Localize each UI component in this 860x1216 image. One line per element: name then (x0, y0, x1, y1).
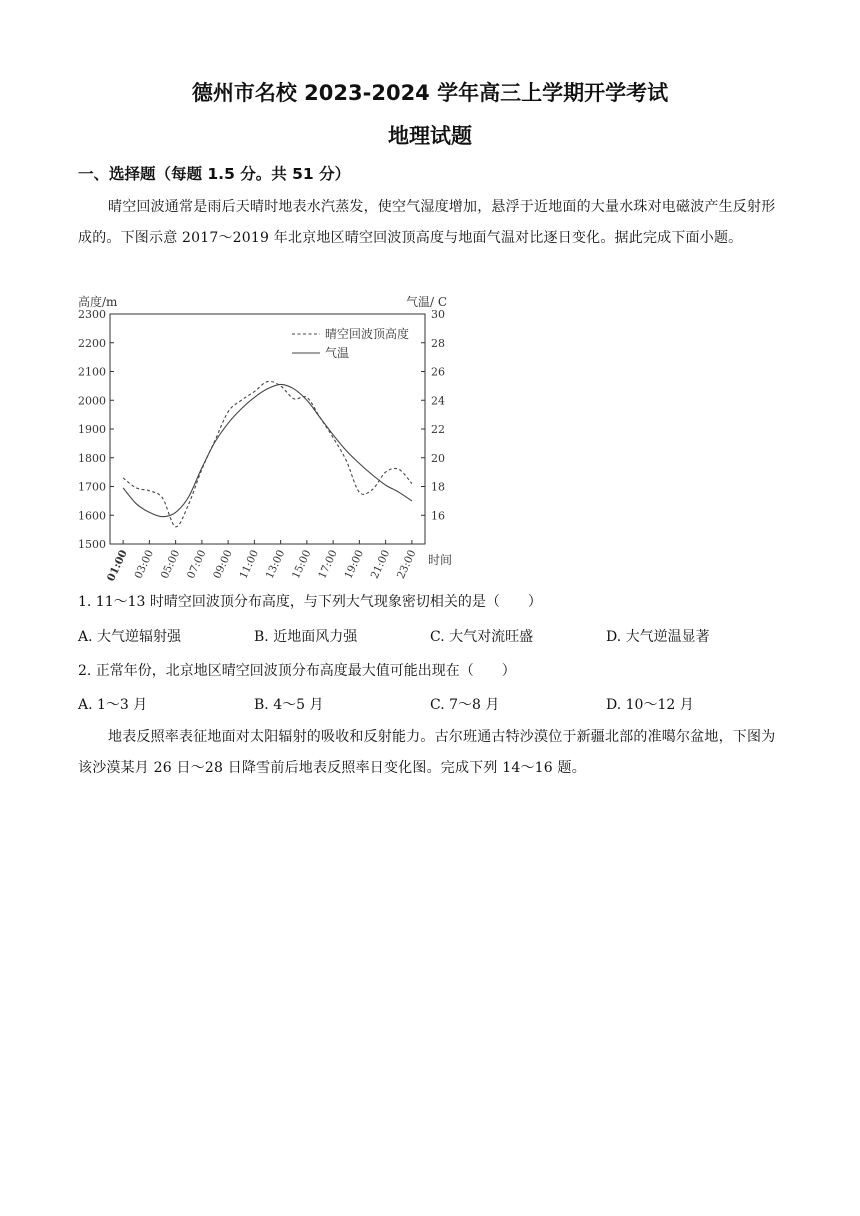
x-tick-label: 23:00 (394, 548, 419, 581)
section-heading: 一、选择题（每题 1.5 分。共 51 分） (78, 165, 351, 183)
y-right-tick-label: 26 (431, 365, 445, 379)
y-right-tick-label: 28 (431, 336, 445, 350)
y-right-tick-label: 16 (431, 509, 445, 523)
y-axis-left-label: 高度/m (78, 295, 118, 309)
y-right-tick-label: 22 (431, 423, 445, 436)
line-chart (0, 292, 860, 592)
question-2-option-d[interactable]: D. 10～12 月 (606, 697, 694, 713)
question-2-stem: 2. 正常年份，北京地区晴空回波顶分布高度最大值可能出现在（ ） (78, 663, 516, 679)
x-tick-label: 07:00 (184, 548, 209, 581)
passage-2: 地表反照率表征地面对太阳辐射的吸收和反射能力。古尔班通古特沙漠位于新疆北部的准噶尔盆地，下图为该沙漠某月 26 日～28 日降雪前后地表反照率日变化图。完成下列 14～16 题。 (78, 729, 776, 776)
y-left-tick-label: 1900 (78, 423, 106, 436)
x-tick-label: 19:00 (342, 548, 367, 581)
y-right-tick-label: 18 (431, 480, 445, 494)
page-title: 德州市名校 2023-2024 学年高三上学期开学考试 (191, 81, 669, 105)
question-1-option-c[interactable]: C. 大气对流旺盛 (430, 629, 534, 645)
series-line-echo-height (123, 381, 412, 526)
question-1-option-d[interactable]: D. 大气逆温显著 (606, 629, 710, 645)
y-right-tick-label: 20 (431, 451, 445, 465)
y-left-tick-label: 1500 (78, 538, 106, 551)
x-tick-label: 03:00 (132, 548, 157, 581)
question-1-option-a[interactable]: A. 大气逆辐射强 (78, 629, 182, 645)
x-tick-label: 01:00 (104, 548, 130, 584)
x-tick-label: 05:00 (158, 548, 183, 581)
y-right-tick-label: 24 (431, 394, 445, 408)
question-2-option-c[interactable]: C. 7～8 月 (430, 697, 500, 713)
question-1-option-b[interactable]: B. 近地面风力强 (254, 629, 358, 645)
series-line-temperature (123, 384, 412, 516)
y-left-tick-label: 1600 (78, 509, 106, 523)
x-tick-label: 21:00 (368, 548, 393, 581)
x-tick-label: 11:00 (237, 548, 262, 581)
question-2-option-a[interactable]: A. 1～3 月 (78, 697, 148, 713)
plot-frame (110, 314, 425, 544)
page-subtitle: 地理试题 (388, 124, 472, 148)
legend-label: 气温 (325, 346, 350, 360)
y-left-tick-label: 2200 (78, 336, 106, 350)
x-tick-label: 17:00 (316, 548, 340, 581)
y-left-tick-label: 2100 (78, 365, 106, 379)
question-1-stem: 1. 11～13 时晴空回波顶分布高度，与下列大气现象密切相关的是（ ） (78, 594, 542, 610)
y-right-tick-label: 30 (431, 308, 445, 321)
y-left-tick-label: 2000 (78, 394, 106, 408)
passage-1: 晴空回波通常是雨后天晴时地表水汽蒸发，使空气湿度增加，悬浮于近地面的大量水珠对电磁波产生反射形成的。下图示意 2017～2019 年北京地区晴空回波顶高度与地面气温对比逐日变化。据此完成下面小题。 (78, 199, 776, 246)
legend-label: 晴空回波顶高度 (325, 327, 410, 341)
x-axis-label: 时间 (428, 553, 453, 567)
y-left-tick-label: 1700 (78, 480, 106, 494)
x-tick-label: 13:00 (263, 548, 288, 581)
y-left-tick-label: 2300 (78, 308, 106, 321)
x-tick-label: 15:00 (289, 548, 314, 581)
x-tick-label: 09:00 (211, 548, 235, 581)
y-left-tick-label: 1800 (78, 451, 106, 465)
question-2-option-b[interactable]: B. 4～5 月 (254, 697, 324, 713)
y-axis-right-label: 气温/ C (406, 295, 448, 309)
